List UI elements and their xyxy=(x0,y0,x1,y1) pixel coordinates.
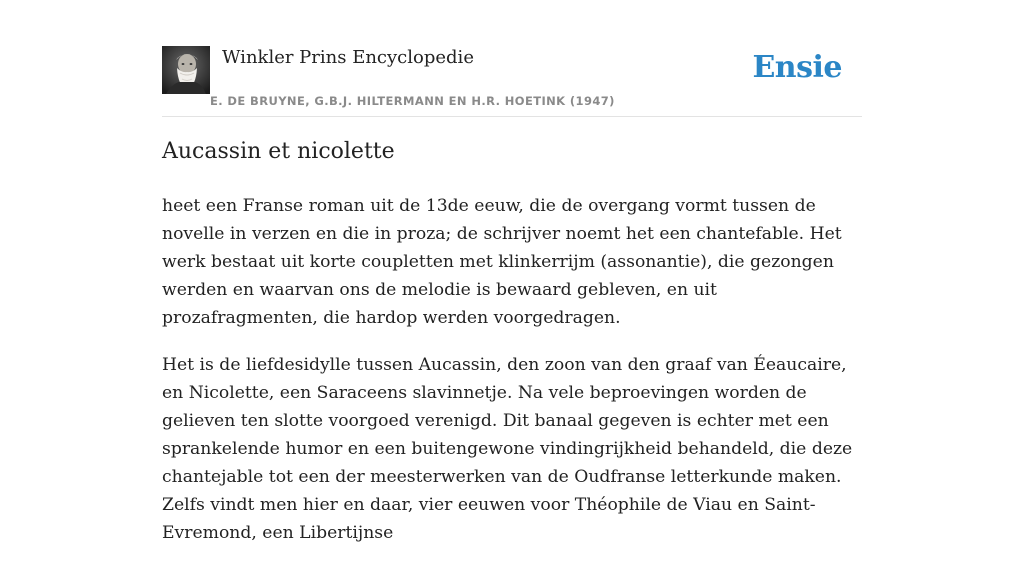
source-authors: E. DE BRUYNE, G.B.J. HILTERMANN EN H.R. HOETINK (1947) xyxy=(210,94,615,108)
article-title: Aucassin et nicolette xyxy=(162,139,395,164)
source-header xyxy=(162,46,862,117)
article-paragraph: Het is de liefdesidylle tussen Aucassin, den zoon van den graaf van Éeaucaire, en Nicolette, een Saraceens slavinnetje. Na vele beproevingen worden de gelieven ten slotte voorgoed verenigd. Dit banaal gegeven is echter met een sprankelende humor en een buitengewone vindingrijkheid behandeld, die deze chantejable tot een der meesterwerken van de Oudfranse letterkunde maken. Zelfs vindt men hier en daar, vier eeuwen voor Théophile de Viau en Saint-Evremond, een Libertijnse xyxy=(162,355,853,543)
bearded-man-portrait-icon xyxy=(162,46,210,94)
article-body xyxy=(162,192,864,566)
source-title[interactable]: Winkler Prins Encyclopedie xyxy=(222,47,474,68)
article-paragraph: heet een Franse roman uit de 13de eeuw, die de overgang vormt tussen de novelle in verzen en die in proza; de schrijver noemt het een chantefable. Het werk bestaat uit korte coupletten met klinkerrijm (assonantie), die gezongen werden en waarvan ons de melodie is bewaard gebleven, en uit prozafragmenten, die hardop werden voorgedragen. xyxy=(162,196,842,328)
author-avatar-icon xyxy=(162,46,210,94)
ensie-logo-link[interactable]: Ensie xyxy=(752,50,842,85)
